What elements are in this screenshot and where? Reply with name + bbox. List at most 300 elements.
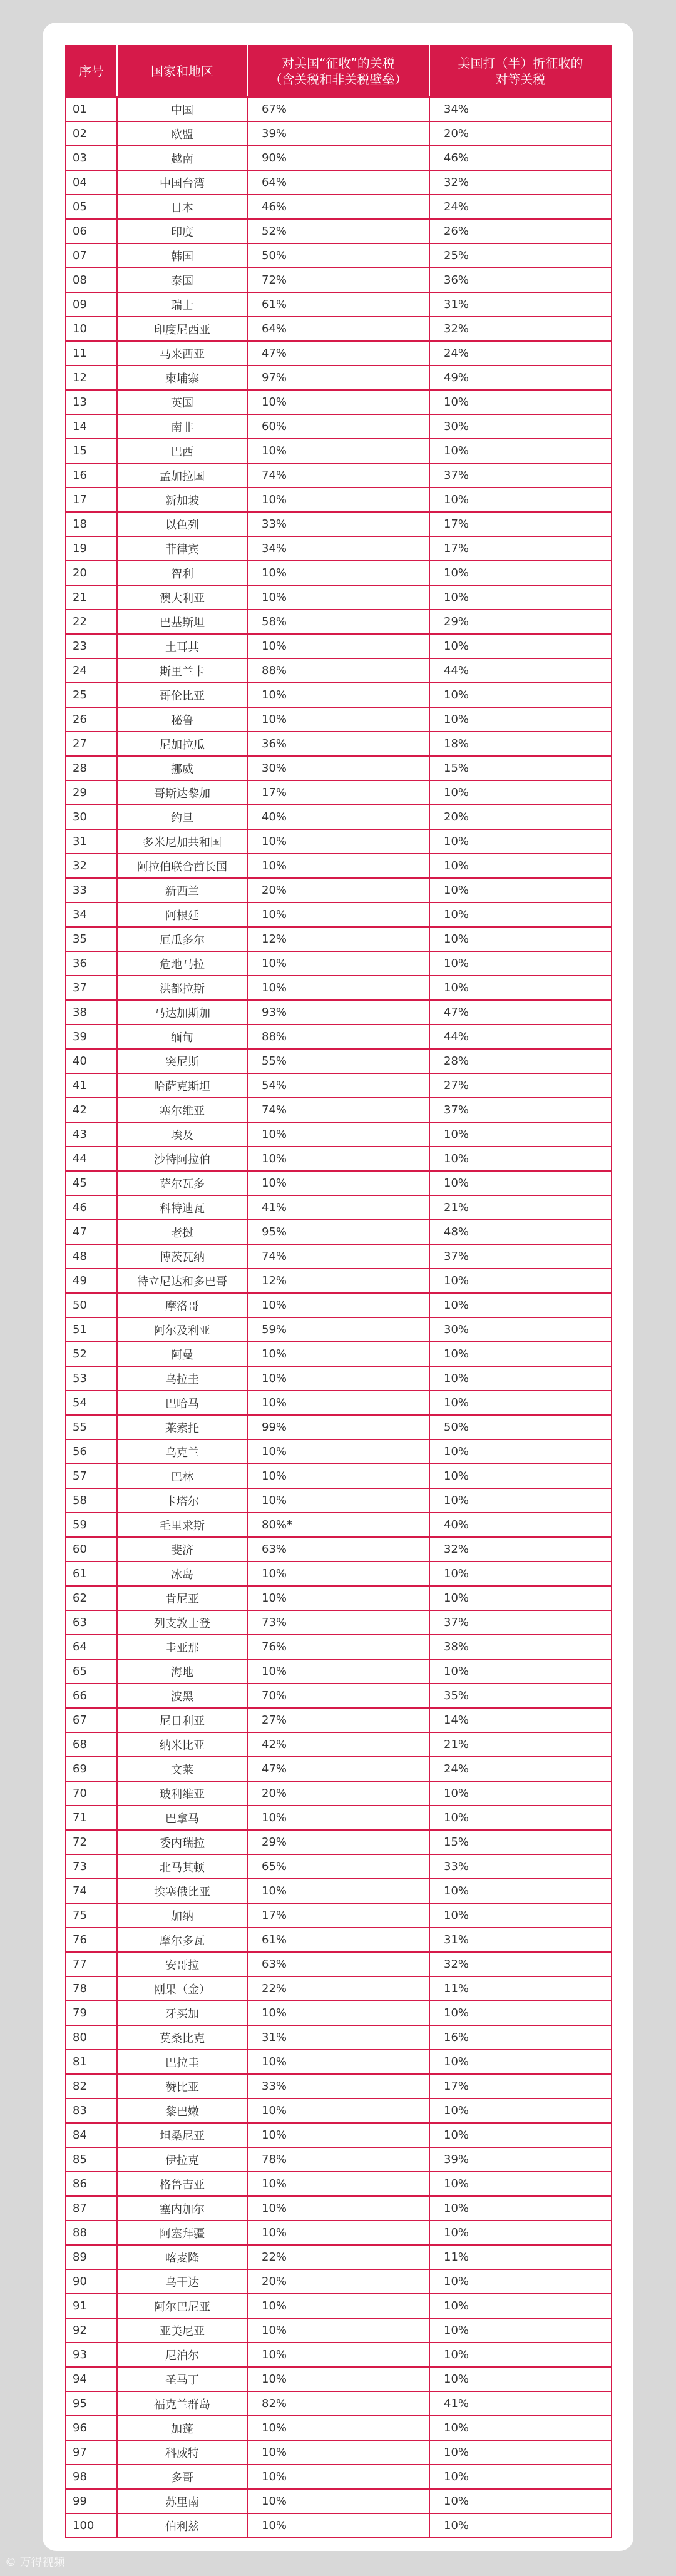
cell-reciprocal-tariff: 10%: [429, 1293, 612, 1317]
cell-serial-number: 73: [66, 1854, 117, 1879]
table-row: [66, 2074, 612, 2098]
cell-reciprocal-tariff: 24%: [429, 1757, 612, 1781]
table-row: [66, 1317, 612, 1342]
cell-reciprocal-tariff: 20%: [429, 805, 612, 829]
cell-country-region: 塞内加尔: [117, 2196, 247, 2221]
cell-serial-number: 34: [66, 902, 117, 927]
cell-serial-number: 26: [66, 707, 117, 732]
cell-levied-tariff: 90%: [247, 146, 429, 170]
table-row: [66, 1269, 612, 1293]
table-row: [66, 390, 612, 414]
cell-reciprocal-tariff: 10%: [429, 2098, 612, 2123]
table-row: [66, 951, 612, 976]
cell-country-region: 阿尔巴尼亚: [117, 2294, 247, 2318]
cell-country-region: 柬埔寨: [117, 365, 247, 390]
cell-serial-number: 31: [66, 829, 117, 854]
cell-reciprocal-tariff: 10%: [429, 1488, 612, 1513]
cell-country-region: 莱索托: [117, 1415, 247, 1439]
table-row: [66, 902, 612, 927]
cell-reciprocal-tariff: 36%: [429, 268, 612, 292]
cell-levied-tariff: 70%: [247, 1684, 429, 1708]
cell-levied-tariff: 10%: [247, 2221, 429, 2245]
cell-serial-number: 84: [66, 2123, 117, 2147]
cell-levied-tariff: 42%: [247, 1732, 429, 1757]
table-row: [66, 976, 612, 1000]
cell-serial-number: 12: [66, 365, 117, 390]
cell-levied-tariff: 36%: [247, 732, 429, 756]
cell-reciprocal-tariff: 10%: [429, 2318, 612, 2343]
cell-country-region: 乌拉圭: [117, 1366, 247, 1391]
cell-levied-tariff: 20%: [247, 2269, 429, 2294]
cell-reciprocal-tariff: 10%: [429, 1903, 612, 1928]
cell-levied-tariff: 10%: [247, 2489, 429, 2513]
cell-reciprocal-tariff: 47%: [429, 1000, 612, 1025]
cell-serial-number: 52: [66, 1342, 117, 1366]
cell-country-region: 苏里南: [117, 2489, 247, 2513]
table-row: [66, 829, 612, 854]
cell-levied-tariff: 10%: [247, 902, 429, 927]
table-row: [66, 854, 612, 878]
table-row: [66, 146, 612, 170]
table-row: [66, 1561, 612, 1586]
cell-levied-tariff: 10%: [247, 829, 429, 854]
table-row: [66, 878, 612, 902]
cell-levied-tariff: 10%: [247, 1122, 429, 1147]
table-row: [66, 365, 612, 390]
cell-levied-tariff: 72%: [247, 268, 429, 292]
cell-country-region: 玻利维亚: [117, 1781, 247, 1806]
table-row: [66, 414, 612, 439]
cell-reciprocal-tariff: 10%: [429, 2416, 612, 2440]
cell-levied-tariff: 59%: [247, 1317, 429, 1342]
cell-serial-number: 17: [66, 488, 117, 512]
cell-levied-tariff: 10%: [247, 2098, 429, 2123]
cell-levied-tariff: 10%: [247, 488, 429, 512]
header-levied-tariff-line1: 对美国“征收”的关税: [282, 56, 395, 71]
cell-levied-tariff: 10%: [247, 1439, 429, 1464]
cell-country-region: 纳米比亚: [117, 1732, 247, 1757]
table-row: [66, 927, 612, 951]
table-header-row: [66, 46, 612, 97]
cell-reciprocal-tariff: 35%: [429, 1684, 612, 1708]
cell-serial-number: 57: [66, 1464, 117, 1488]
table-row: [66, 2001, 612, 2025]
cell-serial-number: 55: [66, 1415, 117, 1439]
cell-reciprocal-tariff: 10%: [429, 390, 612, 414]
cell-serial-number: 53: [66, 1366, 117, 1391]
header-levied-tariff-line2: （含关税和非关税壁垒）: [269, 72, 407, 87]
cell-reciprocal-tariff: 15%: [429, 756, 612, 780]
table-row: [66, 610, 612, 634]
cell-serial-number: 35: [66, 927, 117, 951]
cell-levied-tariff: 10%: [247, 390, 429, 414]
table-row: [66, 121, 612, 146]
cell-serial-number: 24: [66, 658, 117, 683]
cell-serial-number: 93: [66, 2343, 117, 2367]
cell-reciprocal-tariff: 10%: [429, 1781, 612, 1806]
cell-reciprocal-tariff: 10%: [429, 2172, 612, 2196]
cell-levied-tariff: 67%: [247, 97, 429, 121]
cell-country-region: 阿塞拜疆: [117, 2221, 247, 2245]
cell-country-region: 多米尼加共和国: [117, 829, 247, 854]
cell-reciprocal-tariff: 27%: [429, 1073, 612, 1098]
cell-serial-number: 50: [66, 1293, 117, 1317]
cell-serial-number: 61: [66, 1561, 117, 1586]
cell-levied-tariff: 22%: [247, 2245, 429, 2269]
cell-country-region: 福克兰群岛: [117, 2391, 247, 2416]
cell-levied-tariff: 10%: [247, 1488, 429, 1513]
cell-reciprocal-tariff: 17%: [429, 2074, 612, 2098]
cell-serial-number: 05: [66, 195, 117, 219]
cell-country-region: 巴拉圭: [117, 2050, 247, 2074]
table-row: [66, 268, 612, 292]
cell-serial-number: 63: [66, 1610, 117, 1635]
cell-reciprocal-tariff: 10%: [429, 1147, 612, 1171]
cell-country-region: 巴哈马: [117, 1391, 247, 1415]
cell-reciprocal-tariff: 37%: [429, 463, 612, 488]
cell-serial-number: 70: [66, 1781, 117, 1806]
cell-levied-tariff: 40%: [247, 805, 429, 829]
cell-reciprocal-tariff: 10%: [429, 1171, 612, 1195]
cell-serial-number: 54: [66, 1391, 117, 1415]
cell-country-region: 尼泊尔: [117, 2343, 247, 2367]
table-row: [66, 658, 612, 683]
cell-country-region: 冰岛: [117, 1561, 247, 1586]
cell-reciprocal-tariff: 46%: [429, 146, 612, 170]
cell-levied-tariff: 10%: [247, 634, 429, 658]
cell-serial-number: 69: [66, 1757, 117, 1781]
cell-serial-number: 83: [66, 2098, 117, 2123]
cell-reciprocal-tariff: 10%: [429, 1806, 612, 1830]
cell-country-region: 智利: [117, 561, 247, 585]
cell-reciprocal-tariff: 41%: [429, 2391, 612, 2416]
table-row: [66, 1732, 612, 1757]
cell-reciprocal-tariff: 10%: [429, 1366, 612, 1391]
cell-levied-tariff: 10%: [247, 2196, 429, 2221]
cell-levied-tariff: 10%: [247, 976, 429, 1000]
table-row: [66, 1610, 612, 1635]
cell-country-region: 泰国: [117, 268, 247, 292]
cell-serial-number: 39: [66, 1025, 117, 1049]
cell-levied-tariff: 97%: [247, 365, 429, 390]
header-serial-number: 序号: [66, 46, 117, 97]
cell-country-region: 埃及: [117, 1122, 247, 1147]
cell-reciprocal-tariff: 10%: [429, 1391, 612, 1415]
table-row: [66, 1684, 612, 1708]
table-row: [66, 585, 612, 610]
cell-country-region: 缅甸: [117, 1025, 247, 1049]
cell-levied-tariff: 65%: [247, 1854, 429, 1879]
cell-serial-number: 74: [66, 1879, 117, 1903]
cell-levied-tariff: 88%: [247, 658, 429, 683]
cell-country-region: 博茨瓦纳: [117, 1244, 247, 1269]
table-row: [66, 1147, 612, 1171]
cell-country-region: 洪都拉斯: [117, 976, 247, 1000]
cell-levied-tariff: 54%: [247, 1073, 429, 1098]
cell-serial-number: 09: [66, 292, 117, 317]
table-row: [66, 2025, 612, 2050]
header-levied-tariff: [247, 46, 429, 97]
cell-country-region: 乌干达: [117, 2269, 247, 2294]
cell-country-region: 尼加拉瓜: [117, 732, 247, 756]
cell-serial-number: 18: [66, 512, 117, 536]
cell-country-region: 阿拉伯联合酋长国: [117, 854, 247, 878]
table-row: [66, 1464, 612, 1488]
cell-country-region: 海地: [117, 1659, 247, 1684]
cell-levied-tariff: 52%: [247, 219, 429, 243]
cell-reciprocal-tariff: 48%: [429, 1220, 612, 1244]
cell-serial-number: 71: [66, 1806, 117, 1830]
cell-country-region: 印度: [117, 219, 247, 243]
cell-levied-tariff: 10%: [247, 2172, 429, 2196]
cell-country-region: 菲律宾: [117, 536, 247, 561]
cell-levied-tariff: 29%: [247, 1830, 429, 1854]
cell-levied-tariff: 10%: [247, 1659, 429, 1684]
cell-country-region: 土耳其: [117, 634, 247, 658]
cell-serial-number: 38: [66, 1000, 117, 1025]
cell-reciprocal-tariff: 39%: [429, 2147, 612, 2172]
cell-country-region: 塞尔维亚: [117, 1098, 247, 1122]
cell-reciprocal-tariff: 10%: [429, 902, 612, 927]
table-row: [66, 2294, 612, 2318]
cell-country-region: 越南: [117, 146, 247, 170]
cell-serial-number: 30: [66, 805, 117, 829]
table-row: [66, 1073, 612, 1098]
table-row: [66, 634, 612, 658]
cell-levied-tariff: 17%: [247, 780, 429, 805]
cell-reciprocal-tariff: 21%: [429, 1732, 612, 1757]
cell-serial-number: 68: [66, 1732, 117, 1757]
cell-serial-number: 67: [66, 1708, 117, 1732]
cell-serial-number: 75: [66, 1903, 117, 1928]
table-row: [66, 1976, 612, 2001]
cell-levied-tariff: 73%: [247, 1610, 429, 1635]
cell-serial-number: 96: [66, 2416, 117, 2440]
cell-country-region: 牙买加: [117, 2001, 247, 2025]
table-row: [66, 683, 612, 707]
cell-serial-number: 01: [66, 97, 117, 121]
cell-serial-number: 78: [66, 1976, 117, 2001]
cell-reciprocal-tariff: 10%: [429, 976, 612, 1000]
cell-reciprocal-tariff: 32%: [429, 170, 612, 195]
cell-reciprocal-tariff: 15%: [429, 1830, 612, 1854]
table-row: [66, 1635, 612, 1659]
cell-serial-number: 46: [66, 1195, 117, 1220]
table-row: [66, 1025, 612, 1049]
cell-reciprocal-tariff: 21%: [429, 1195, 612, 1220]
cell-reciprocal-tariff: 37%: [429, 1098, 612, 1122]
table-row: [66, 2440, 612, 2465]
cell-serial-number: 40: [66, 1049, 117, 1073]
cell-serial-number: 49: [66, 1269, 117, 1293]
cell-levied-tariff: 58%: [247, 610, 429, 634]
cell-reciprocal-tariff: 10%: [429, 683, 612, 707]
cell-reciprocal-tariff: 11%: [429, 1976, 612, 2001]
cell-reciprocal-tariff: 10%: [429, 2221, 612, 2245]
header-reciprocal-tariff-line1: 美国打（半）折征收的: [458, 56, 583, 71]
cell-serial-number: 100: [66, 2513, 117, 2538]
cell-country-region: 毛里求斯: [117, 1513, 247, 1537]
cell-levied-tariff: 10%: [247, 683, 429, 707]
cell-serial-number: 32: [66, 854, 117, 878]
cell-serial-number: 15: [66, 439, 117, 463]
cell-serial-number: 89: [66, 2245, 117, 2269]
cell-levied-tariff: 88%: [247, 1025, 429, 1049]
cell-reciprocal-tariff: 40%: [429, 1513, 612, 1537]
cell-reciprocal-tariff: 10%: [429, 829, 612, 854]
table-row: [66, 1415, 612, 1439]
table-row: [66, 2147, 612, 2172]
cell-country-region: 多哥: [117, 2465, 247, 2489]
cell-serial-number: 29: [66, 780, 117, 805]
cell-levied-tariff: 61%: [247, 292, 429, 317]
cell-serial-number: 04: [66, 170, 117, 195]
cell-serial-number: 62: [66, 1586, 117, 1610]
cell-country-region: 阿尔及利亚: [117, 1317, 247, 1342]
cell-reciprocal-tariff: 10%: [429, 2513, 612, 2538]
cell-country-region: 韩国: [117, 243, 247, 268]
cell-serial-number: 56: [66, 1439, 117, 1464]
cell-serial-number: 42: [66, 1098, 117, 1122]
cell-reciprocal-tariff: 37%: [429, 1610, 612, 1635]
watermark-logo: © 万得视频: [5, 2556, 65, 2569]
cell-levied-tariff: 30%: [247, 756, 429, 780]
cell-levied-tariff: 74%: [247, 463, 429, 488]
cell-levied-tariff: 20%: [247, 1781, 429, 1806]
cell-country-region: 中国: [117, 97, 247, 121]
table-row: [66, 97, 612, 121]
table-row: [66, 2172, 612, 2196]
cell-reciprocal-tariff: 32%: [429, 1952, 612, 1976]
cell-serial-number: 87: [66, 2196, 117, 2221]
cell-levied-tariff: 99%: [247, 1415, 429, 1439]
table-row: [66, 780, 612, 805]
cell-levied-tariff: 17%: [247, 1903, 429, 1928]
cell-country-region: 委内瑞拉: [117, 1830, 247, 1854]
cell-serial-number: 82: [66, 2074, 117, 2098]
table-row: [66, 512, 612, 536]
cell-country-region: 阿曼: [117, 1342, 247, 1366]
cell-country-region: 新加坡: [117, 488, 247, 512]
cell-reciprocal-tariff: 10%: [429, 1342, 612, 1366]
cell-reciprocal-tariff: 17%: [429, 512, 612, 536]
table-row: [66, 1903, 612, 1928]
cell-serial-number: 28: [66, 756, 117, 780]
cell-levied-tariff: 93%: [247, 1000, 429, 1025]
cell-country-region: 以色列: [117, 512, 247, 536]
table-row: [66, 1098, 612, 1122]
cell-serial-number: 90: [66, 2269, 117, 2294]
cell-levied-tariff: 74%: [247, 1244, 429, 1269]
cell-levied-tariff: 46%: [247, 195, 429, 219]
cell-country-region: 沙特阿拉伯: [117, 1147, 247, 1171]
table-row: [66, 439, 612, 463]
cell-reciprocal-tariff: 37%: [429, 1244, 612, 1269]
table-row: [66, 488, 612, 512]
table-row: [66, 536, 612, 561]
cell-serial-number: 64: [66, 1635, 117, 1659]
cell-serial-number: 60: [66, 1537, 117, 1561]
cell-levied-tariff: 47%: [247, 1757, 429, 1781]
cell-country-region: 北马其顿: [117, 1854, 247, 1879]
cell-levied-tariff: 10%: [247, 2465, 429, 2489]
cell-serial-number: 92: [66, 2318, 117, 2343]
cell-reciprocal-tariff: 30%: [429, 1317, 612, 1342]
table-row: [66, 1439, 612, 1464]
cell-levied-tariff: 10%: [247, 2513, 429, 2538]
cell-serial-number: 99: [66, 2489, 117, 2513]
cell-country-region: 哈萨克斯坦: [117, 1073, 247, 1098]
cell-reciprocal-tariff: 10%: [429, 927, 612, 951]
cell-reciprocal-tariff: 30%: [429, 414, 612, 439]
table-row: [66, 2513, 612, 2538]
cell-levied-tariff: 27%: [247, 1708, 429, 1732]
cell-reciprocal-tariff: 10%: [429, 2440, 612, 2465]
cell-levied-tariff: 78%: [247, 2147, 429, 2172]
cell-country-region: 阿根廷: [117, 902, 247, 927]
cell-serial-number: 88: [66, 2221, 117, 2245]
cell-levied-tariff: 63%: [247, 1537, 429, 1561]
table-row: [66, 732, 612, 756]
cell-serial-number: 07: [66, 243, 117, 268]
cell-levied-tariff: 10%: [247, 1391, 429, 1415]
table-row: [66, 1830, 612, 1854]
table-row: [66, 1537, 612, 1561]
header-reciprocal-tariff: [429, 46, 612, 97]
table-row: [66, 1757, 612, 1781]
cell-serial-number: 10: [66, 317, 117, 341]
cell-reciprocal-tariff: 10%: [429, 780, 612, 805]
cell-serial-number: 98: [66, 2465, 117, 2489]
table-body: [66, 97, 612, 2538]
cell-serial-number: 36: [66, 951, 117, 976]
cell-levied-tariff: 10%: [247, 2367, 429, 2391]
cell-reciprocal-tariff: 10%: [429, 707, 612, 732]
tariff-table: [65, 45, 612, 2538]
cell-levied-tariff: 64%: [247, 317, 429, 341]
cell-country-region: 突尼斯: [117, 1049, 247, 1073]
table-row: [66, 1195, 612, 1220]
cell-levied-tariff: 10%: [247, 561, 429, 585]
cell-country-region: 马来西亚: [117, 341, 247, 365]
cell-serial-number: 95: [66, 2391, 117, 2416]
cell-serial-number: 41: [66, 1073, 117, 1098]
cell-levied-tariff: 10%: [247, 2050, 429, 2074]
table-row: [66, 463, 612, 488]
cell-country-region: 危地马拉: [117, 951, 247, 976]
table-row: [66, 805, 612, 829]
table-row: [66, 2196, 612, 2221]
cell-serial-number: 19: [66, 536, 117, 561]
cell-country-region: 秘鲁: [117, 707, 247, 732]
cell-reciprocal-tariff: 10%: [429, 1561, 612, 1586]
cell-country-region: 萨尔瓦多: [117, 1171, 247, 1195]
cell-levied-tariff: 10%: [247, 2440, 429, 2465]
table-card: [43, 23, 633, 2551]
cell-levied-tariff: 34%: [247, 536, 429, 561]
cell-reciprocal-tariff: 14%: [429, 1708, 612, 1732]
table-row: [66, 2343, 612, 2367]
cell-serial-number: 48: [66, 1244, 117, 1269]
table-row: [66, 1293, 612, 1317]
cell-reciprocal-tariff: 10%: [429, 2489, 612, 2513]
table-row: [66, 2489, 612, 2513]
cell-country-region: 巴西: [117, 439, 247, 463]
table-row: [66, 2098, 612, 2123]
table-row: [66, 1928, 612, 1952]
cell-serial-number: 25: [66, 683, 117, 707]
cell-country-region: 伯利兹: [117, 2513, 247, 2538]
